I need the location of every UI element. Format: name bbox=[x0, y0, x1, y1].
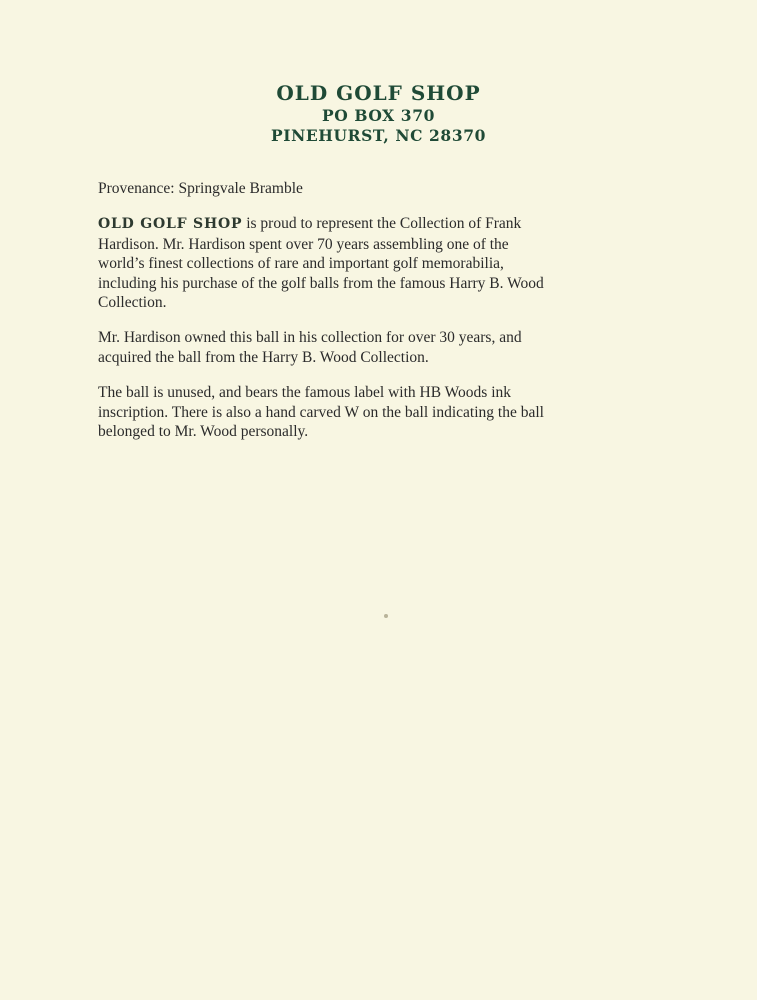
paragraph-collection bbox=[98, 214, 698, 313]
company-name: OLD GOLF SHOP bbox=[276, 81, 481, 105]
paragraph-line: is proud to represent the Collection of Frank bbox=[242, 215, 522, 232]
paragraph-line: Mr. Hardison owned this ball in his collection for over 30 years, and bbox=[98, 329, 522, 346]
paragraph-line: world’s finest collections of rare and important golf memorabilia, bbox=[98, 255, 504, 272]
paragraph-line: including his purchase of the golf balls from the famous Harry B. Wood bbox=[98, 274, 544, 292]
paragraph-line: acquired the ball from the Harry B. Wood Collection. bbox=[98, 348, 429, 366]
paragraph-line: The ball is unused, and bears the famous label with HB Woods ink bbox=[98, 384, 512, 401]
letterhead bbox=[0, 80, 757, 146]
paragraph-line: belonged to Mr. Wood personally. bbox=[98, 423, 309, 440]
paragraph-line: inscription. There is also a hand carved W on the ball indicating the ball bbox=[98, 403, 544, 421]
brand-name: OLD GOLF SHOP bbox=[98, 216, 243, 232]
paragraph-ownership bbox=[98, 328, 698, 367]
paragraph-condition bbox=[98, 383, 698, 442]
provenance-line: Provenance: Springvale Bramble bbox=[98, 180, 303, 197]
company-city: PINEHURST, NC 28370 bbox=[271, 126, 486, 145]
paragraph-line: Collection. bbox=[98, 294, 167, 311]
company-address: PO BOX 370 bbox=[322, 106, 435, 125]
paragraph-line: Hardison. Mr. Hardison spent over 70 years assembling one of the bbox=[98, 235, 509, 253]
paper-speck bbox=[384, 614, 388, 618]
